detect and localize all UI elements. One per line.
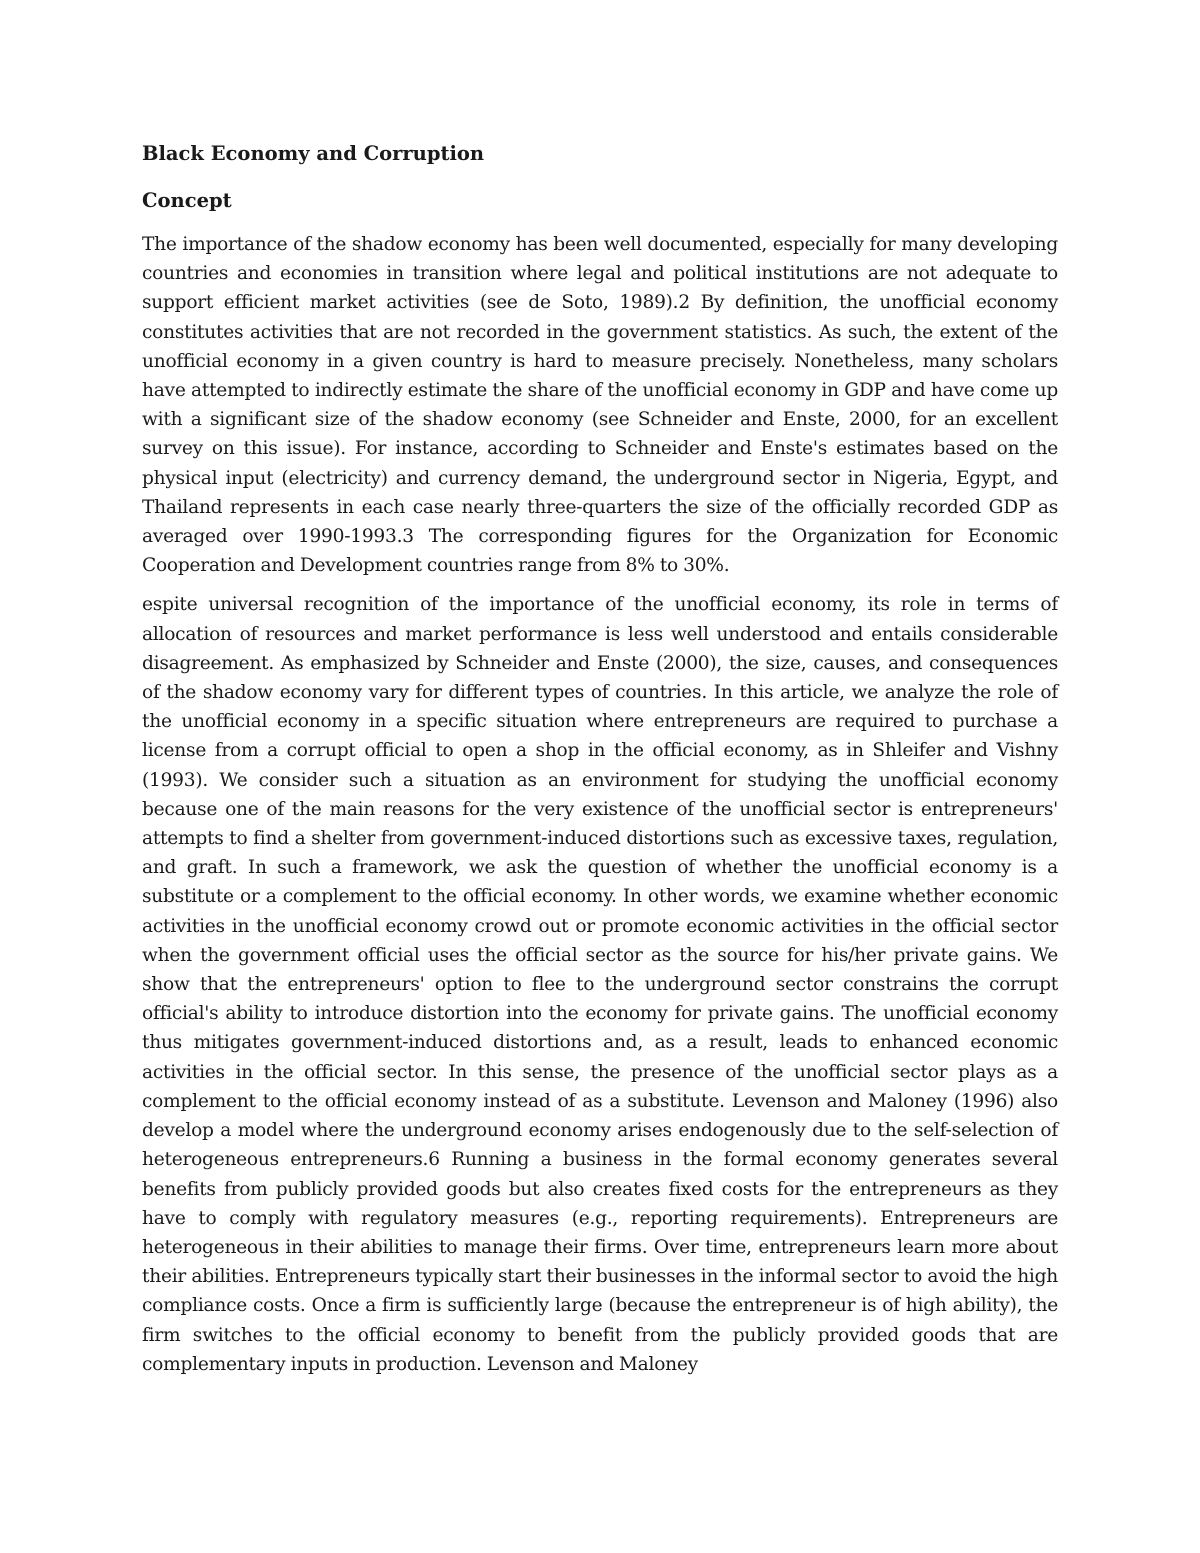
section-heading: Concept: [142, 189, 232, 212]
document-page: [142, 140, 1058, 1389]
paragraph-1: The importance of the shadow economy has been well documented, especially for many developing countries and economies in transition where legal and political institutions are not adequate to support efficient market activities (see de Soto, 1989).2 By definition, the unofficial economy constitutes activities that are not recorded in the government statistics. As such, the extent of the unofficial economy in a given country is hard to measure precisely. Nonetheless, many scholars have attempted to indirectly estimate the share of the unofficial economy in GDP and have come up with a significant size of the shadow economy (see Schneider and Enste, 2000, for an excellent survey on this issue). For instance, according to Schneider and Enste's estimates based on the physical input (electricity) and currency demand, the underground sector in Nigeria, Egypt, and Thailand represents in each case nearly three-quarters the size of the officially recorded GDP as averaged over 1990-1993.3 The corresponding figures for the Organization for Economic Cooperation and Development countries range from 8% to 30%.: [142, 234, 1058, 577]
paragraph-2: espite universal recognition of the importance of the unofficial economy, its role in terms of allocation of resources and market performance is less well understood and entails considerable disagreement. As emphasized by Schneider and Enste (2000), the size, causes, and consequences of the shadow economy vary for different types of countries. In this article, we analyze the role of the unofficial economy in a specific situation where entrepreneurs are required to purchase a license from a corrupt official to open a shop in the official economy, as in Shleifer and Vishny (1993). We consider such a situation as an environment for studying the unofficial economy because one of the main reasons for the very existence of the unofficial sector is entrepreneurs' attempts to find a shelter from government-induced distortions such as excessive taxes, regulation, and graft. In such a framework, we ask the question of whether the unofficial economy is a substitute or a complement to the official economy. In other words, we examine whether economic activities in the unofficial economy crowd out or promote economic activities in the official sector when the government official uses the official sector as the source for his/her private gains. We show that the entrepreneurs' option to flee to the underground sector constrains the corrupt official's ability to introduce distortion into the economy for private gains. The unofficial economy thus mitigates government-induced distortions and, as a result, leads to enhanced economic activities in the official sector. In this sense, the presence of the unofficial sector plays as a complement to the official economy instead of as a substitute. Levenson and Maloney (1996) also develop a model where the underground economy arises endogenously due to the self-selection of heterogeneous entrepreneurs.6 Running a business in the formal economy generates several benefits from publicly provided goods but also creates fixed costs for the entrepreneurs as they have to comply with regulatory measures (e.g., reporting requirements). Entrepreneurs are heterogeneous in their abilities to manage their firms. Over time, entrepreneurs learn more about their abilities. Entrepreneurs typically start their businesses in the informal sector to avoid the high compliance costs. Once a firm is sufficiently large (because the entrepreneur is of high ability), the firm switches to the official economy to benefit from the publicly provided goods that are complementary inputs in production. Levenson and Maloney: [142, 594, 1058, 1375]
document-title: Black Economy and Corruption: [142, 142, 485, 165]
